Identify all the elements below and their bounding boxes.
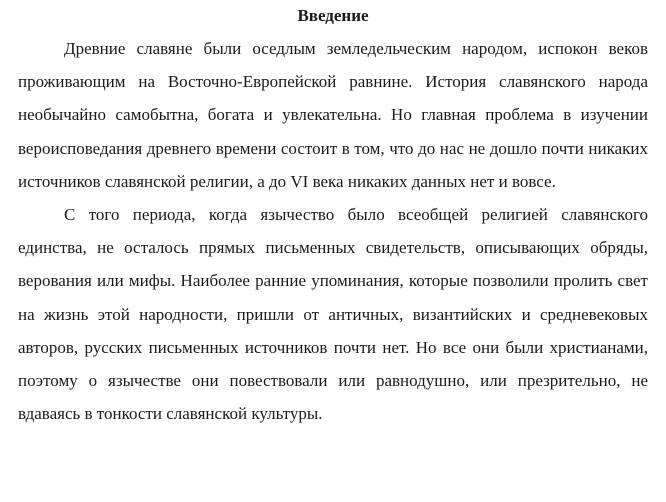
paragraph-2: С того периода, когда язычество было всеобщей религией славянского единства, не осталось прямых письменных свидетельств, описывающих обряды, верования или мифы. Наиболее ранние упоминания, которые позволили пролить свет на жизнь этой народности, пришли от античных, византийских и средневековых авторов, русских письменных источников почти нет. Но все они были христианами, поэтому о язычестве они повествовали или равнодушно, или презрительно, не вдаваясь в тонкости славянской культуры.	[18, 205, 648, 424]
document-title: Введение	[297, 6, 369, 25]
paragraph-1: Древние славяне были оседлым земледельческим народом, испокон веков проживающим на Восточно-Европейской равнине. История славянского народа необычайно самобытна, богата и увлекательна. Но главная проблема в изучении вероисповедания древнего времени состоит в том, что до нас не дошло почти никаких источников славянской религии, а до VI века никаких данных нет и вовсе.	[18, 39, 648, 191]
document-page	[18, 4, 648, 430]
